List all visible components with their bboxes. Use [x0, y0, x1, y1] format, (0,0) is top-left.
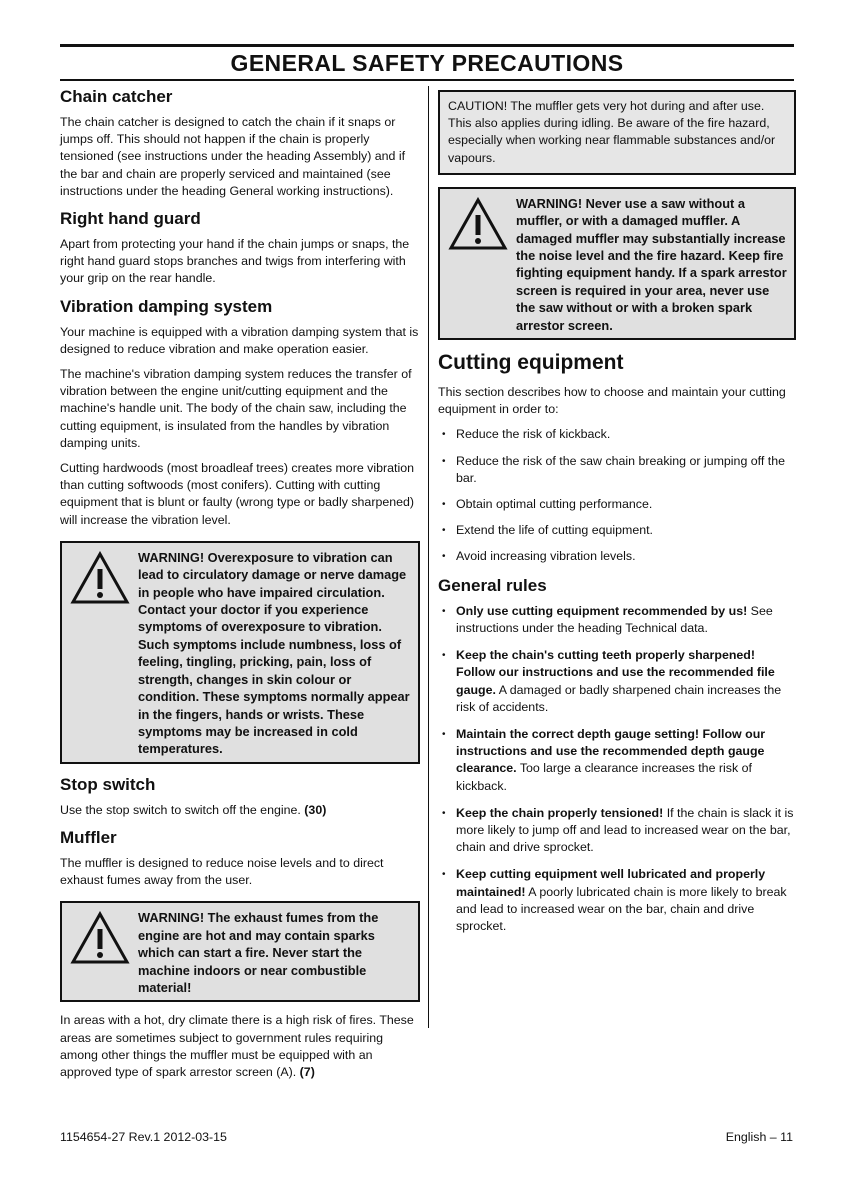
body-vibration-3: Cutting hardwoods (most broadleaf trees) creates more vibration than cutting softwoods (most conifers). Cutting with cutting equipment that is blunt or faulty (wrong type or badly sharpened) will increase the vibration level. — [60, 461, 415, 527]
heading-muffler: Muffler — [60, 827, 117, 847]
column-divider — [428, 86, 429, 1028]
warning-triangle-icon — [70, 551, 130, 605]
rule-text: A damaged or badly sharpened chain increases the risk of accidents. — [456, 682, 782, 714]
right-column — [438, 86, 796, 945]
body-right-hand-guard: Apart from protecting your hand if the chain jumps or snaps, the right hand guard stops branches and twigs from interfering with your grip on the rear handle. — [60, 237, 410, 286]
footer-doc-id: 1154654-27 Rev.1 2012-03-15 — [60, 1130, 227, 1144]
footer-page-number: English – 11 — [725, 1130, 793, 1144]
body-muffler-2 — [60, 1012, 420, 1081]
list-item: • Reduce the risk of the saw chain breaking or jumping off the bar. — [438, 453, 796, 487]
heading-general-rules: General rules — [438, 575, 547, 595]
heading-vibration: Vibration damping system — [60, 296, 273, 316]
warning-text-vibration: WARNING! Overexposure to vibration can lead to circulatory damage or nerve damage in people who have impaired circulation. Contact your doctor if you experience symptoms of overexposure to vibration. Such symptoms include numbness, loss of feeling, tingling, pricking, pain, loss of strength, changes in skin colour or condition. These symptoms normally appear in the fingers, hands or wrists. These symptoms may be increased in cold temperatures. — [138, 549, 410, 757]
rule-bold-text: Keep the chain's cutting teeth properly sharpened! Follow our instructions and use the recommended file gauge. — [456, 648, 775, 697]
section-vibration — [60, 296, 420, 764]
body-stop-switch-text: Use the stop switch to switch off the engine. — [60, 802, 301, 817]
body-stop-switch — [60, 802, 420, 819]
header-rule-bottom — [60, 79, 794, 81]
warning-box-vibration — [60, 541, 420, 764]
list-cutting-goals — [438, 426, 796, 565]
left-column — [60, 86, 420, 1089]
rule-bold-text: Keep the chain properly tensioned! — [456, 805, 664, 820]
heading-stop-switch: Stop switch — [60, 774, 156, 794]
body-cutting-intro: This section describes how to choose and maintain your cutting equipment in order to: — [438, 385, 786, 417]
heading-right-hand-guard: Right hand guard — [60, 209, 201, 229]
rule-bold-text: Maintain the correct depth gauge setting! Follow our instructions and use the recommended depth gauge clearance. — [456, 726, 766, 776]
section-right-hand-guard — [60, 208, 420, 288]
list-item: • Obtain optimal cutting performance. — [438, 496, 796, 513]
list-item: • Extend the life of cutting equipment. — [438, 522, 796, 539]
section-muffler — [60, 827, 420, 1081]
body-muffler-2-text: In areas with a hot, dry climate there is a high risk of fires. These areas are sometimes subject to government rules requiring among other things the muffler must be equipped with an approved type of spark arrestor screen (A). — [60, 1013, 414, 1079]
header-rule-top — [60, 44, 794, 47]
body-vibration-1: Your machine is equipped with a vibration damping system that is designed to reduce vibration and make operation easier. — [60, 324, 419, 356]
section-stop-switch — [60, 774, 420, 819]
list-item — [438, 726, 796, 795]
rule-text: Too large a clearance increases the risk of kickback. — [456, 761, 752, 793]
ref-stop-switch: (30) — [304, 802, 327, 817]
list-item: • Avoid increasing vibration levels. — [438, 548, 796, 565]
rule-text: See instructions under the heading Technical data. — [456, 603, 773, 635]
body-chain-catcher: The chain catcher is designed to catch the chain if it snaps or jumps off. This should not happen if the chain is properly tensioned (see instructions under the heading Assembly) and if the bar and chain are properly serviced and maintained (see instructions under the heading General working instructions). — [60, 115, 406, 198]
section-chain-catcher — [60, 86, 420, 200]
rule-text: A poorly lubricated chain is more likely to break and lead to increased wear on the bar, chain and drive sprocket. — [456, 884, 787, 933]
list-item — [438, 866, 796, 935]
warning-triangle-icon — [70, 911, 130, 965]
list-item — [438, 805, 796, 857]
warning-text-exhaust: WARNING! The exhaust fumes from the engine are hot and may contain sparks which can start a fire. Never start the machine indoors or near combustible material! — [138, 910, 379, 995]
body-vibration-2: The machine's vibration damping system reduces the transfer of vibration between the engine unit/cutting equipment and the machine's handle unit. The body of the chain saw, including the cutting equipment, is insulated from the handles by vibration damping units. — [60, 367, 412, 450]
list-item — [438, 603, 796, 637]
page-title: GENERAL SAFETY PRECAUTIONS — [230, 50, 624, 76]
body-muffler: The muffler is designed to reduce noise levels and to direct exhaust fumes away from the user. — [60, 855, 384, 888]
rule-text: If the chain is slack it is more likely to jump off and lead to increased wear on the bar, chain and drive sprocket. — [456, 805, 794, 855]
section-cutting-equipment — [438, 350, 796, 566]
rule-bold-text: Only use cutting equipment recommended by us! — [456, 603, 748, 618]
heading-cutting-equipment: Cutting equipment — [438, 351, 624, 375]
caution-box-muffler: CAUTION! The muffler gets very hot during and after use. This also applies during idling. Be aware of the fire hazard, especially when working near flammable substances and/or vapours. — [438, 90, 796, 175]
list-item: • Reduce the risk of kickback. — [438, 426, 796, 443]
warning-text-muffler: WARNING! Never use a saw without a muffler, or with a damaged muffler. A damaged muffler may substantially increase the noise level and the fire hazard. Keep fire fighting equipment handy. If a spark arrestor screen is required in your area, never use the saw without or with a broken spark arrestor screen. — [516, 195, 787, 333]
warning-triangle-icon — [448, 197, 508, 251]
heading-chain-catcher: Chain catcher — [60, 87, 173, 106]
section-general-rules — [438, 575, 796, 935]
warning-box-exhaust — [60, 901, 420, 1002]
rule-bold-text: Keep cutting equipment well lubricated and properly maintained! — [456, 867, 766, 899]
list-general-rules — [438, 603, 796, 935]
ref-muffler: (7) — [299, 1064, 315, 1079]
list-item — [438, 647, 796, 716]
warning-box-muffler — [438, 187, 796, 340]
